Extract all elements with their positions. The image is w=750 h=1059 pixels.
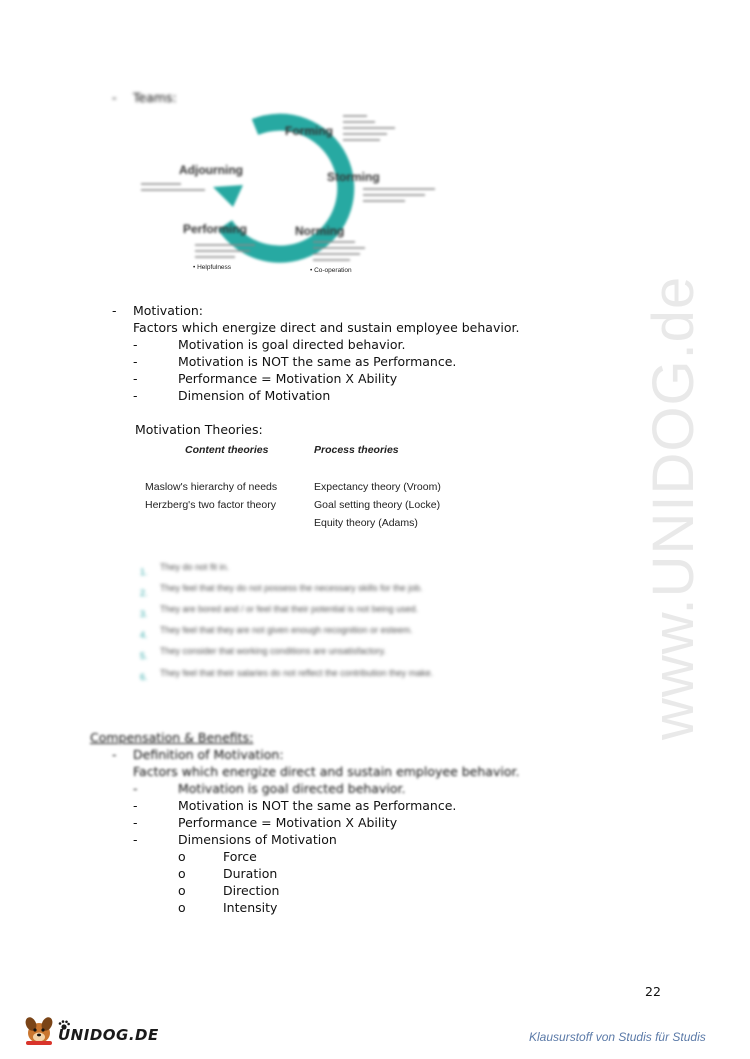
diagram-note: • Helpfulness	[193, 264, 232, 271]
table-header-process: Process theories	[314, 444, 399, 456]
logo-text: UNIDOG.DE	[58, 1026, 159, 1044]
bullet-dash: -	[133, 815, 138, 830]
compensation-bullet: Motivation is goal directed behavior.	[178, 781, 406, 796]
unidog-logo	[22, 1012, 159, 1046]
page-number: 22	[645, 984, 661, 999]
circle-bullet: o	[178, 866, 186, 881]
list-number: 2.	[140, 588, 148, 598]
motivation-bullet: Motivation is NOT the same as Performance.	[178, 354, 457, 369]
list-item: They feel that their salaries do not reflect the contribution they make.	[160, 668, 434, 678]
bullet-dash: -	[133, 354, 138, 369]
bullet-dash: -	[133, 832, 138, 847]
dog-mascot-icon	[22, 1012, 56, 1046]
table-cell: Maslow's hierarchy of needs	[145, 481, 278, 493]
bullet-dash: -	[133, 337, 138, 352]
footer-tagline: Klausurstoff von Studis für Studis	[529, 1030, 706, 1044]
team-stages-diagram	[135, 105, 445, 280]
list-number: 6.	[140, 672, 148, 682]
list-item: They consider that working conditions are unsatisfactory.	[160, 646, 386, 656]
list-item: They are bored and / or feel that their potential is not being used.	[160, 604, 419, 614]
motivation-heading: Motivation:	[133, 303, 204, 318]
list-number: 3.	[140, 609, 148, 619]
table-cell: Goal setting theory (Locke)	[314, 499, 441, 511]
bullet-dash: -	[133, 371, 138, 386]
list-item: They do not fit in.	[160, 562, 230, 572]
motivation-dash: -	[112, 303, 117, 318]
compensation-definition: Factors which energize direct and sustain employee behavior.	[133, 764, 520, 779]
theories-title: Motivation Theories:	[135, 422, 263, 437]
motivation-definition: Factors which energize direct and sustain employee behavior.	[133, 320, 520, 335]
circle-bullet: o	[178, 849, 186, 864]
table-header-content: Content theories	[185, 444, 269, 456]
table-cell: Expectancy theory (Vroom)	[314, 481, 441, 493]
stage-label: Norming	[295, 224, 345, 238]
teams-label: Teams:	[133, 90, 177, 105]
list-number: 1.	[140, 567, 148, 577]
stage-label: Storming	[327, 170, 380, 184]
table-cell: Equity theory (Adams)	[314, 517, 418, 529]
motivation-bullet: Motivation is goal directed behavior.	[178, 337, 406, 352]
circle-bullet: o	[178, 900, 186, 915]
stage-label: Performing	[183, 222, 248, 236]
sub-bullet: Direction	[223, 883, 280, 898]
list-number: 4.	[140, 630, 148, 640]
sub-bullet: Force	[223, 849, 257, 864]
cycle-arrowhead	[213, 185, 243, 207]
stage-label: Forming	[285, 124, 333, 138]
list-item: They feel that they are not given enough recognition or esteem.	[160, 625, 413, 635]
compensation-bullet: Dimensions of Motivation	[178, 832, 337, 847]
compensation-subheading: Definition of Motivation:	[133, 747, 284, 762]
watermark-text: www.UNIDOG.de	[641, 275, 706, 740]
circle-bullet: o	[178, 883, 186, 898]
compensation-heading: Compensation & Benefits:	[90, 730, 254, 745]
bullet-dash: -	[133, 781, 138, 796]
table-cell: Herzberg's two factor theory	[145, 499, 276, 511]
bullet-dash: -	[133, 388, 138, 403]
sub-bullet: Intensity	[223, 900, 278, 915]
teams-dash: -	[112, 90, 117, 105]
motivation-bullet: Dimension of Motivation	[178, 388, 331, 403]
diagram-note: • Co-operation	[310, 267, 352, 274]
sub-bullet: Duration	[223, 866, 278, 881]
bullet-dash: -	[133, 798, 138, 813]
compensation-bullet: Motivation is NOT the same as Performance.	[178, 798, 457, 813]
compensation-dash: -	[112, 747, 117, 762]
compensation-bullet: Performance = Motivation X Ability	[178, 815, 398, 830]
motivation-bullet: Performance = Motivation X Ability	[178, 371, 398, 386]
list-number: 5.	[140, 651, 148, 661]
list-item: They feel that they do not possess the necessary skills for the job.	[160, 583, 423, 593]
stage-label: Adjourning	[179, 163, 243, 177]
